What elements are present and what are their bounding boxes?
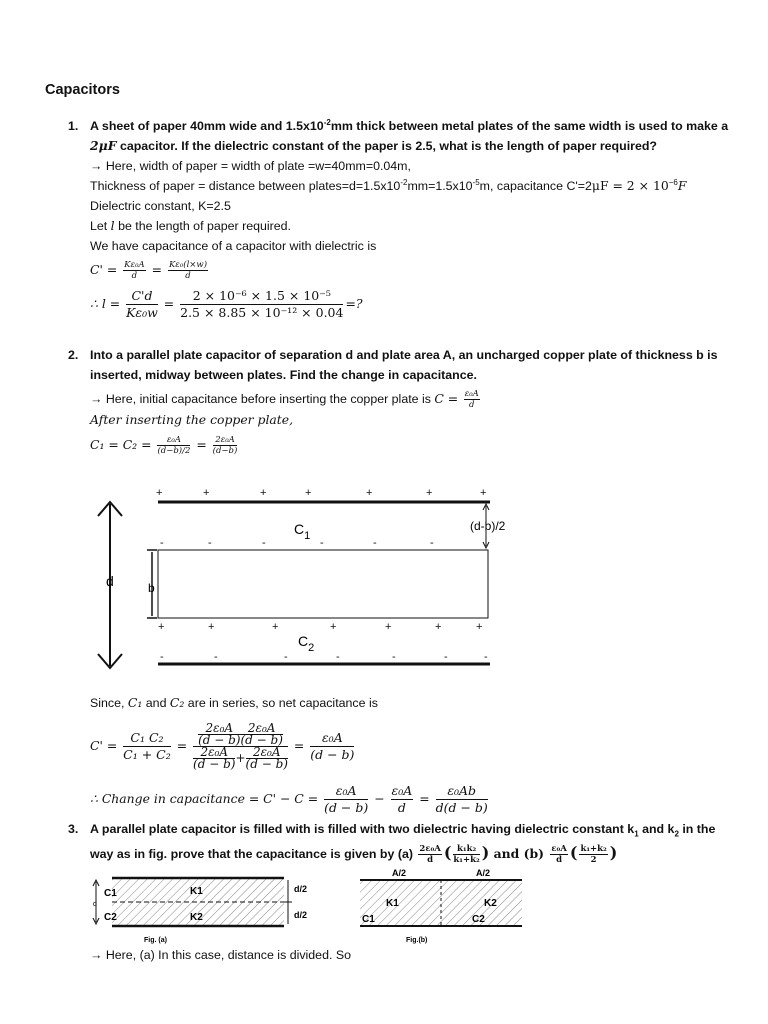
d-label: d xyxy=(93,901,97,908)
q2-answer-line1: → Here, initial capacitance before inserting the copper plate is C = $\frac{\text{ε₀A}}{d}$ xyxy=(90,389,479,411)
q2-series-line: Since, C₁ and C₂ are in series, so net capacitance is xyxy=(90,695,378,710)
plus-sign: + xyxy=(272,621,279,633)
plus-sign: + xyxy=(480,487,487,499)
plus-sign: + xyxy=(158,621,165,633)
c1-label: C1 xyxy=(104,888,117,899)
plus-sign: + xyxy=(385,621,392,633)
minus-sign: - xyxy=(262,537,266,549)
copper-bottom-plus-signs xyxy=(158,621,482,633)
plus-sign: + xyxy=(330,621,337,633)
q2-line2: inserted, midway between plates. Find the change in capacitance. xyxy=(90,368,477,382)
figure-b xyxy=(352,866,532,946)
c2-label: $C_2$ xyxy=(298,633,315,654)
figure-b-caption: Fig.(b) xyxy=(406,937,428,944)
plus-sign: + xyxy=(476,621,483,633)
half-gap-label: (d-b)/2 xyxy=(470,519,506,533)
q2-equation3: ∴ Change in capacitance = C' − C = $\frac{\text{ε₀A}}{(d - b)}$ − $\frac{\text{ε₀A}}{d}$ = $\frac{\text{ε₀Ab}}{d(d - b)}$ xyxy=(90,783,488,815)
a2-left-label: A/2 xyxy=(392,868,407,878)
c2-label: C2 xyxy=(472,914,485,925)
plus-sign: + xyxy=(208,621,215,633)
k2-label: K2 xyxy=(484,898,497,909)
minus-sign: - xyxy=(392,651,396,663)
minus-sign: - xyxy=(320,537,324,549)
plus-sign: + xyxy=(426,487,433,499)
minus-sign: - xyxy=(444,651,448,663)
q1-answer-line3: Dielectric constant, K=2.5 xyxy=(90,199,231,213)
q2-equation2: C' = $\frac{\text{C₁ C₂}}{\text{C₁ + C₂}}$ = $\frac{\text{2ε₀A}}{(d - b)}$ $\frac{\text{2ε₀A}}{(d - b)}$ $\frac{\text{2ε₀A}}{(d - b)}$ + $\frac{\text{2ε₀A}}{(d - b)}$ = $\frac{\text{ε₀A}}{(d - b)}$ xyxy=(90,721,355,771)
minus-sign: - xyxy=(208,537,212,549)
q1-equation1: C' = $\frac{\text{Kε₀A}}{d}$ = $\frac{\text{Kε₀(l×w)}}{d}$ xyxy=(90,260,208,281)
top-plate-plus-signs xyxy=(156,487,486,499)
c1-label: C1 xyxy=(362,914,375,925)
a2-right-label: A/2 xyxy=(476,868,491,878)
minus-sign: - xyxy=(373,537,377,549)
q1-answer-line5: We have capacitance of a capacitor with dielectric is xyxy=(90,239,377,253)
plus-sign: + xyxy=(156,487,163,499)
plus-sign: + xyxy=(305,487,312,499)
bottom-plate-minus-signs xyxy=(160,651,488,663)
q1-answer-line4: Let l be the length of paper required. xyxy=(90,218,291,233)
q1-answer-line1: → Here, width of paper = width of plate =w=40mm=0.04m, xyxy=(90,159,411,173)
minus-sign: - xyxy=(430,537,434,549)
k1-label: K1 xyxy=(386,898,399,909)
minus-sign: - xyxy=(160,537,164,549)
d2-bottom-label: d/2 xyxy=(294,910,308,920)
q3-answer-line1: → Here, (a) In this case, distance is divided. So xyxy=(90,948,352,962)
minus-sign: - xyxy=(284,651,288,663)
plus-sign: + xyxy=(260,487,267,499)
minus-sign: - xyxy=(160,651,164,663)
c2-label: C2 xyxy=(104,912,117,923)
q3-number: 3. xyxy=(68,822,79,836)
plus-sign: + xyxy=(366,487,373,499)
copper-plate xyxy=(158,550,488,618)
figure-a-caption: Fig. (a) xyxy=(144,937,167,944)
figure-a xyxy=(86,872,326,948)
k1-label: K1 xyxy=(190,886,203,897)
q1-number: 1. xyxy=(68,119,79,133)
b-label: b xyxy=(148,581,155,595)
minus-sign: - xyxy=(336,651,340,663)
q2-answer-line2: After inserting the copper plate, xyxy=(90,412,294,427)
d-label: d xyxy=(106,573,114,589)
q1-answer-line2: Thickness of paper = distance between $plates=d=1.5x10^{-2}mm=1.5x10^{-5}m$, capacitance $C'=2\mu F = 2 \times 10^{-6}F$ xyxy=(90,177,687,193)
q1-line2: 2μF capacitor. If the dielectric constant of the paper is 2.5, what is the length of paper required? xyxy=(90,138,657,153)
copper-top-minus-signs xyxy=(160,537,434,549)
page-title: Capacitors xyxy=(45,82,120,98)
q3-line2: way as in fig. prove that the capacitance is given by (a) $\frac{\text{2ε₀A}}{d}$ ( $\frac{\text{k₁k₂}}{\text{k₁+k₂}}$ ) and (b) $\frac{\text{ε₀A}}{d}$ ( $\frac{\text{k₁+k₂}}{2}$ ) xyxy=(90,843,618,866)
minus-sign: - xyxy=(484,651,488,663)
q1-line1: A sheet of paper 40mm wide and $1.5x10^{-2}mm$ thick between metal plates of the same width is used to make a xyxy=(90,117,729,133)
q3-line1: A parallel plate capacitor is filled with is filled with two dielectric having dielectric constant $k_1$ and $k_2$ in the xyxy=(90,822,716,839)
q2-line1: Into a parallel plate capacitor of separation d and plate area A, an uncharged copper plate of thickness b is xyxy=(90,348,718,362)
plus-sign: + xyxy=(203,487,210,499)
copper-plate-figure xyxy=(90,480,530,680)
k2-label: K2 xyxy=(190,912,203,923)
q1-equation2: ∴ l = $\frac{C'd}{\text{Kε₀w}}$ = $\frac{\text{2 × 10⁻⁶ × 1.5 × 10⁻⁵}}{\text{2.5 × 8.85 × 10⁻¹² × 0.04}}$ =? xyxy=(90,288,363,320)
c1-label: $C_1$ xyxy=(294,521,311,542)
q2-number: 2. xyxy=(68,348,79,362)
minus-sign: - xyxy=(214,651,218,663)
q2-equation1: C₁ = C₂ = $\frac{\text{ε₀A}}{(d-b)/2}$ = $\frac{\text{2ε₀A}}{(d-b)}$ xyxy=(90,435,238,456)
plus-sign: + xyxy=(435,621,442,633)
d2-top-label: d/2 xyxy=(294,884,308,894)
